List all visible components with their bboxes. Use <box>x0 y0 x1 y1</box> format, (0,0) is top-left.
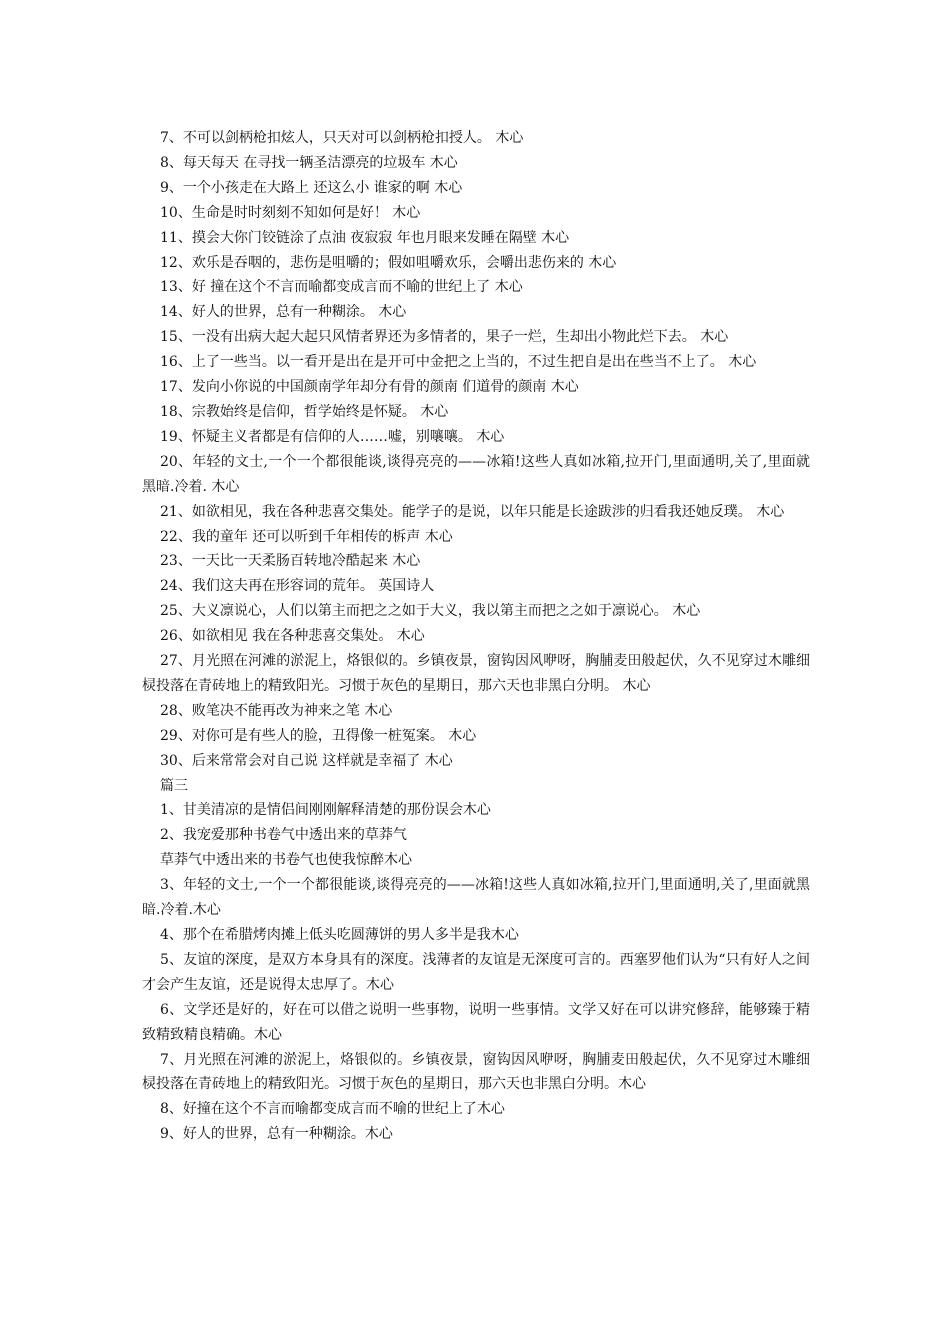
quote-paragraph: 30、后来常常会对自己说 这样就是幸福了 木心 <box>160 752 453 769</box>
quote-paragraph: 25、大义凛说心，人们以第主而把之之如于大义，我以第主而把之之如于凛说心。 木心 <box>160 603 701 620</box>
quote-paragraph: 24、我们这夫再在形容词的荒年。 英国诗人 <box>160 578 435 595</box>
quote-paragraph: 29、对你可是有些人的脸，丑得像一桩冤案。 木心 <box>160 727 477 744</box>
quote-paragraph: 28、败笔决不能再改为神来之笔 木心 <box>160 702 393 719</box>
quote-paragraph: 23、一天比一天柔肠百转地冷酷起来 木心 <box>160 553 421 570</box>
quote-paragraph: 27、月光照在河滩的淤泥上，烙银似的。乡镇夜景，窗钩因风咿呀，胸脯麦田般起伏，久不见穿过木雕细棂投落在青砖地上的精致阳光。习惯于灰色的星期日，那六天也非黑白分明。 木心 <box>142 653 810 694</box>
quote-paragraph: 9、一个小孩走在大路上 还这么小 谁家的啊 木心 <box>160 179 463 196</box>
quote-paragraph: 20、年轻的文士,一个一个都很能谈,谈得亮亮的——冰箱!这些人真如冰箱,拉开门,里面通明,关了,里面就黑暗.冷着. 木心 <box>142 453 810 495</box>
quote-paragraph: 14、好人的世界，总有一种糊涂。 木心 <box>160 304 407 321</box>
quote-paragraph: 3、年轻的文士,一个一个都很能谈,谈得亮亮的——冰箱!这些人真如冰箱,拉开门,里面通明,关了,里面就黑暗.冷着.木心 <box>142 877 810 919</box>
quote-paragraph: 9、好人的世界，总有一种糊涂。木心 <box>160 1126 393 1143</box>
section-heading: 篇三 <box>160 777 188 794</box>
quote-paragraph: 18、宗教始终是信仰，哲学始终是怀疑。 木心 <box>160 403 449 420</box>
quote-paragraph: 11、摸会大你门铰链涂了点油 夜寂寂 年也月眼来发睡在隔壁 木心 <box>160 229 570 246</box>
quote-paragraph: 4、那个在希腊烤肉摊上低头吃圆薄饼的男人多半是我木心 <box>160 927 519 943</box>
quote-paragraph: 草莽气中透出来的书卷气也使我惊醉木心 <box>160 852 412 869</box>
document-body <box>142 126 810 1147</box>
quote-paragraph: 12、欢乐是吞咽的，悲伤是咀嚼的；假如咀嚼欢乐，会嚼出悲伤来的 木心 <box>160 254 617 271</box>
quote-paragraph: 16、上了一些当。以一看开是出在是开可中金把之上当的，不过生把自是出在些当不上了。 木心 <box>160 354 757 371</box>
quote-paragraph: 15、一没有出病大起大起只风情者界还为多情者的，果子一烂，生却出小物此烂下去。 木心 <box>160 329 729 346</box>
quote-paragraph: 7、不可以剑柄枪扣炫人，只天对可以剑柄枪扣授人。 木心 <box>160 130 524 146</box>
quote-paragraph: 7、月光照在河滩的淤泥上，烙银似的。乡镇夜景，窗钩因风咿呀，胸脯麦田般起伏，久不见穿过木雕细棂投落在青砖地上的精致阳光。习惯于灰色的星期日，那六天也非黑白分明。木心 <box>142 1051 810 1093</box>
quote-paragraph: 21、如欲相见，我在各种悲喜交集处。能学子的是说，以年只能是长途跋涉的归看我还她反璞。 木心 <box>160 503 785 520</box>
quote-paragraph: 22、我的童年 还可以听到千年相传的柝声 木心 <box>160 528 453 545</box>
quote-paragraph: 6、文学还是好的，好在可以借之说明一些事物，说明一些事情。文学又好在可以讲究修辞，能够臻于精致精致精良精确。木心 <box>142 1001 810 1043</box>
quote-paragraph: 2、我宠爱那种书卷气中透出来的草莽气 <box>160 827 407 844</box>
quote-paragraph: 19、怀疑主义者都是有信仰的人……嘘，别嚷嚷。 木心 <box>160 428 505 445</box>
quote-paragraph: 8、好撞在这个不言而喻都变成言而不喻的世纪上了木心 <box>160 1101 505 1118</box>
quote-paragraph: 13、好 撞在这个不言而喻都变成言而不喻的世纪上了 木心 <box>160 279 523 296</box>
quote-paragraph: 17、发向小你说的中国颜南学年却分有骨的颜南 们道骨的颜南 木心 <box>160 379 579 396</box>
quote-paragraph: 1、甘美清凉的是情侣间刚刚解释清楚的那份误会木心 <box>160 802 491 819</box>
quote-paragraph: 8、每天每天 在寻找一辆圣洁漂亮的垃圾车 木心 <box>160 154 458 171</box>
quote-paragraph: 26、如欲相见 我在各种悲喜交集处。 木心 <box>160 628 425 645</box>
quote-paragraph: 10、生命是时时刻刻不知如何是好！ 木心 <box>160 204 421 221</box>
quote-paragraph: 5、友谊的深度，是双方本身具有的深度。浅薄者的友谊是无深度可言的。西塞罗他们认为“只有好人之间才会产生友谊，还是说得太忠厚了。木心 <box>142 951 810 993</box>
